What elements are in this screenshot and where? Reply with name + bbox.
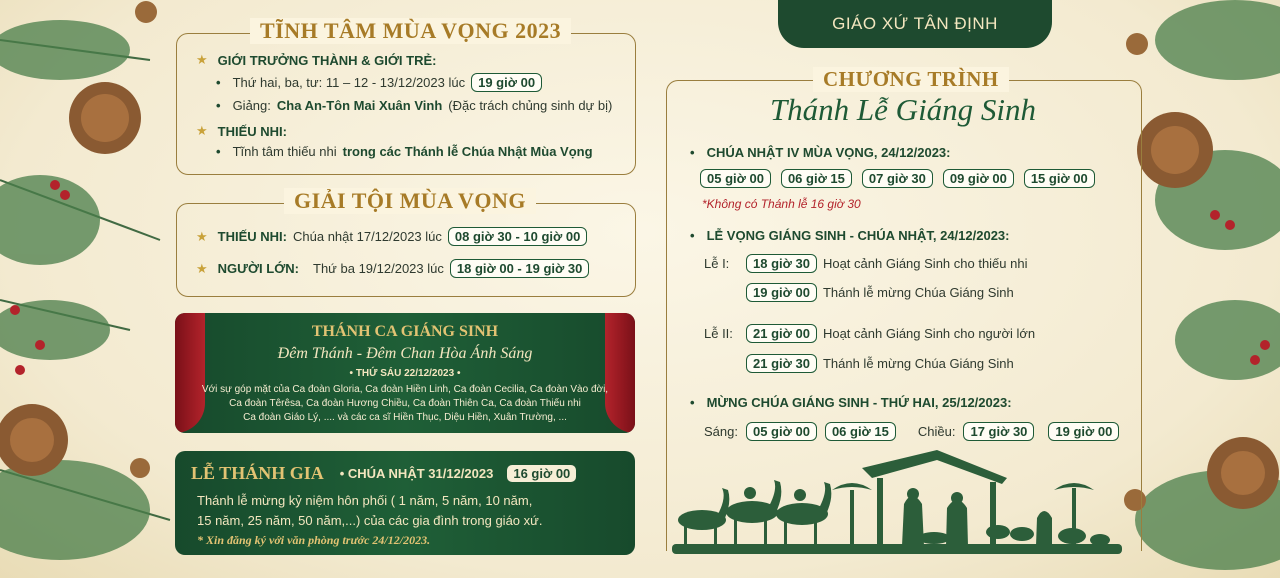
time-badge: 15 giờ 00 [1024,169,1095,188]
time-badge: 16 giờ 00 [507,465,576,482]
time-badge: 19 giờ 00 [1048,422,1119,441]
time-badge: 06 giờ 15 [781,169,852,188]
time-badge: 21 giờ 00 [746,324,817,343]
thanh-ca-subtitle: Đêm Thánh - Đêm Chan Hòa Ánh Sáng [277,345,533,362]
thanh-ca-date: • THỨ SÁU 22/12/2023 • [349,368,461,379]
thanh-ca-line3: Ca đoàn Giáo Lý, .... và các ca sĩ Hiền Thục, Diệu Hiền, Xuân Trường, ... [243,412,567,423]
time-badge: 05 giờ 00 [746,422,817,441]
tinh-tam-adult-date: • Thứ hai, ba, tư: 11 – 12 - 13/12/2023 lúc 19 giờ 00 [216,73,542,92]
star-icon: ★ [196,52,208,67]
tinh-tam-speaker: • Giảng: Cha An-Tôn Mai Xuân Vinh (Đặc trách chủng sinh dự bị) [216,98,612,113]
vigil-heading: • LỄ VỌNG GIÁNG SINH - CHÚA NHẬT, 24/12/2023: [690,228,1009,243]
thanh-gia-note: * Xin đăng ký với văn phòng trước 24/12/2023. [197,533,431,547]
tinh-tam-kids-heading: ★ THIẾU NHI: [196,123,287,139]
le2-row-a: Lễ II: 21 giờ 00 Hoạt cảnh Giáng Sinh cho người lớn [704,326,1036,341]
thanh-gia-title: LỄ THÁNH GIA [191,463,324,483]
star-icon: ★ [196,260,208,276]
time-badge: 09 giờ 00 [943,169,1014,188]
time-badge: 17 giờ 30 [963,422,1034,441]
sunday-note: *Không có Thánh lễ 16 giờ 30 [702,197,861,211]
tinh-tam-adult-heading: ★ GIỚI TRƯỞNG THÀNH & GIỚI TRẺ: [196,52,437,68]
thanh-gia-section [175,451,635,555]
time-badge: 19 giờ 00 [471,73,542,92]
le2-row-b: 21 giờ 30 Thánh lễ mừng Chúa Giáng Sinh [746,354,1014,373]
giai-toi-kids: ★ THIẾU NHI: Chúa nhật 17/12/2023 lúc 08 giờ 30 - 10 giờ 00 [196,227,587,246]
time-badge: 21 giờ 30 [746,354,817,373]
tinh-tam-kids-text: • Tĩnh tâm thiếu nhi trong các Thánh lễ Chúa Nhật Mùa Vọng [216,144,593,159]
thanh-gia-line1: Thánh lễ mừng kỷ niệm hôn phối ( 1 năm, 5 năm, 10 năm, [197,493,533,508]
star-icon: ★ [196,228,208,244]
giai-toi-title: GIẢI TỘI MÙA VỌNG [284,188,536,214]
thanh-gia-date: • CHÚA NHẬT 31/12/2023 [339,466,494,481]
time-badge: 07 giờ 30 [862,169,933,188]
thanh-ca-line1: Với sự góp mặt của Ca đoàn Gloria, Ca đoàn Hiền Linh, Ca đoàn Cecilia, Ca đoàn Vào đời, [201,384,609,395]
program-title: CHƯƠNG TRÌNH [813,67,1009,92]
le1-row-a: Lễ I: 18 giờ 30 Hoạt cảnh Giáng Sinh cho thiếu nhi [704,256,1028,271]
program-subtitle: Thánh Lễ Giáng Sinh [769,92,1037,127]
thanh-ca-title: THÁNH CA GIÁNG SINH [311,323,499,340]
christmas-heading: • MỪNG CHÚA GIÁNG SINH - THỨ HAI, 25/12/2023: [690,395,1012,410]
time-badge: 19 giờ 00 [746,283,817,302]
time-badge: 18 giờ 30 [746,254,817,273]
time-badge: 18 giờ 00 - 19 giờ 30 [450,259,589,278]
nativity-scene-icon [672,448,1122,558]
sunday-heading: • CHÚA NHẬT IV MÙA VỌNG, 24/12/2023: [690,145,951,160]
time-badge: 06 giờ 15 [825,422,896,441]
thanh-ca-section [175,313,635,433]
giai-toi-adult: ★ NGƯỜI LỚN: Thứ ba 19/12/2023 lúc 18 giờ 00 - 19 giờ 30 [196,259,589,278]
time-badge: 08 giờ 30 - 10 giờ 00 [448,227,587,246]
christmas-times: Sáng: 05 giờ 00 06 giờ 15 Chiều: 17 giờ 30 19 giờ 00 [704,422,1119,441]
tinh-tam-title: TĨNH TÂM MÙA VỌNG 2023 [250,18,571,44]
pine-decoration-left [0,0,175,578]
le1-row-b: 19 giờ 00 Thánh lễ mừng Chúa Giáng Sinh [746,283,1014,302]
giai-toi-section [176,203,636,297]
sunday-times [700,169,1095,188]
star-icon: ★ [196,123,208,138]
thanh-gia-line2: 15 năm, 25 năm, 50 năm,...) của các gia đình trong giáo xứ. [197,513,543,528]
parish-name: GIÁO XỨ TÂN ĐỊNH [832,14,998,33]
thanh-ca-line2: Ca đoàn Têrêsa, Ca đoàn Hương Chiều, Ca đoàn Thiên Ca, Ca đoàn Thiếu nhi [229,398,581,409]
time-badge: 05 giờ 00 [700,169,771,188]
